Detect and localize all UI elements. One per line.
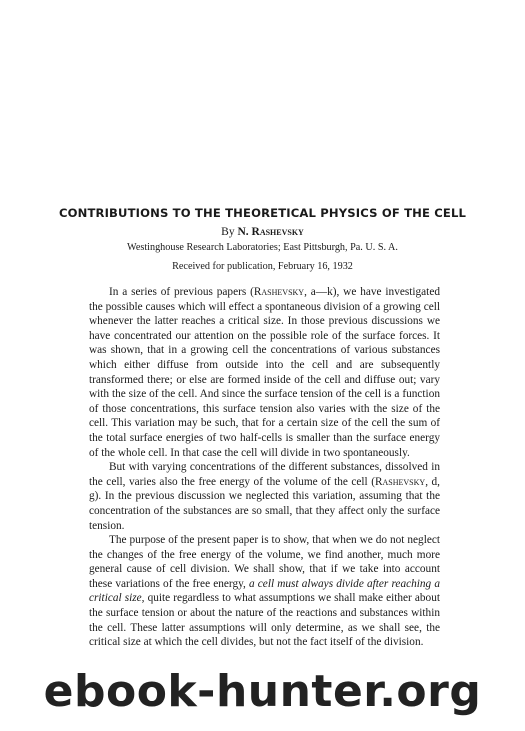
paragraph-1-text-a: In a series of previous papers ( (109, 286, 254, 298)
paragraph-2 (89, 460, 440, 533)
paper-title: CONTRIBUTIONS TO THE THEORETICAL PHYSICS OF THE CELL (58, 206, 467, 220)
paragraph-3-text-b: quite regardless to what assumptions we shall make either about the surface tension or about the nature of the reactions and substances within the cell. These latter assumptions will only determine, as we shall see, the critical size at which the cell divides, but not the fact itself of the division. (89, 592, 440, 649)
paragraph-3 (89, 533, 440, 650)
received-date: Received for publication, February 16, 1932 (172, 261, 353, 272)
paragraph-2-text-a: But with varying concentrations of the different substances, dissolved in the cell, varies also the free energy of the volume of the cell ( (89, 461, 440, 488)
affiliation: Westinghouse Research Laboratories; East Pittsburgh, Pa. U. S. A. (127, 242, 398, 253)
author-line (0, 226, 525, 238)
author-initial: N. (237, 226, 249, 238)
author-name (237, 226, 303, 238)
paragraph-2-text-b: , d, g). In the previous discussion we neglected this variation, assuming that the concentration of the substances are so small, that they affect only the surface tension. (89, 475, 441, 532)
paragraph-3-text-a: The purpose of the present paper is to show, that when we do not neglect the changes of the free energy of the volume, we find another, much more general cause of cell division. We shall show, that if we take into account these variations of the free energy, (89, 534, 440, 590)
by-label: By (221, 226, 235, 238)
paragraph-1-text-b: , a—k), we have investigated the possible causes which will effect a spontaneous division of a growing cell whenever the latter reaches a critical size. In those previous discussions we have concentrated our attention on the possible role of the surface forces. It was shown, that in a growing cell the concentrations of various substances which either diffuse from outside into the cell and are subsequently transformed there; or else are formed inside of the cell and diffuse out; vary with the size of the cell. And since the surface tension of the cell is a function of those concentrations, this surface tension also varies with the size of the cell. This variation may be such, that for a certain size of the cell the sum of the total surface energies of two half-cells is smaller than the surface energy of the whole cell. In that case the cell will divide in two spontaneously. (89, 286, 440, 459)
paragraph-1 (89, 285, 440, 460)
citation-rashevsky-1: Rashevsky (253, 286, 305, 298)
article-body (89, 285, 440, 650)
watermark-banner: ebook-hunter.org (43, 666, 482, 717)
citation-rashevsky-2: Rashevsky (374, 475, 426, 488)
paragraph-3-emphasis: a cell must always divide after reaching a critical size, (89, 577, 440, 605)
author-surname: Rashevsky (251, 226, 304, 238)
